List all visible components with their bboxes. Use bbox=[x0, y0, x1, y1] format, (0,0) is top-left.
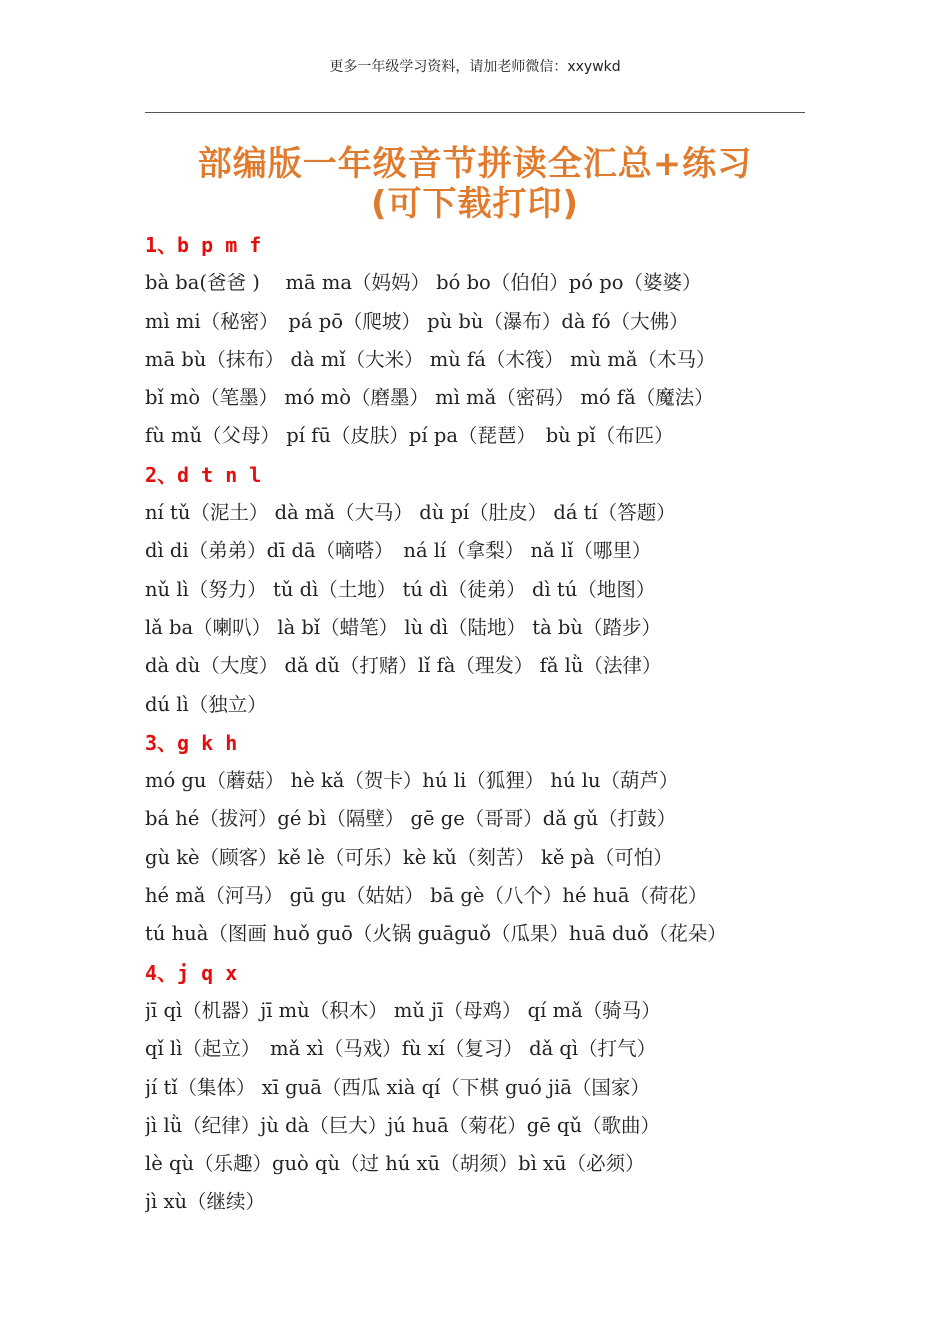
syllable-row: jī qì（机器）jī mù（积木） mǔ jī（母鸡） qí mǎ（骑马） bbox=[145, 998, 661, 1022]
syllable-row: mì mi（秘密） pá pō（爬坡） pù bù（瀑布）dà fó（大佛） bbox=[145, 309, 689, 333]
syllable-row: mó gu（蘑菇） hè kǎ（贺卡）hú li（狐狸） hú lu（葫芦） bbox=[145, 769, 679, 793]
syllable-row: bá hé（拔河）gé bì（隔壁） gē ge（哥哥）dǎ gǔ（打鼓） bbox=[145, 807, 677, 831]
header-divider bbox=[145, 112, 805, 113]
syllable-row: gù kè（顾客）kě lè（可乐）kè kǔ（刻苦） kě pà（可怕） bbox=[145, 845, 673, 869]
section-heading: 3、g k h bbox=[145, 730, 238, 755]
syllable-row: dì di（弟弟）dī dā（嘀嗒） ná lí（拿梨） nǎ lǐ（哪里） bbox=[145, 539, 652, 563]
syllable-row: bà ba(爸爸 ) mā ma（妈妈） bó bo（伯伯）pó po（婆婆） bbox=[145, 271, 702, 295]
section-heading: 4、j q x bbox=[145, 960, 238, 985]
syllable-row: dú lì（独立） bbox=[145, 692, 267, 716]
syllable-row: jì xù（继续） bbox=[145, 1190, 266, 1214]
syllable-row: bǐ mò（笔墨） mó mò（磨墨） mì mǎ（密码） mó fǎ（魔法） bbox=[145, 386, 714, 410]
syllable-row: jì lǜ（纪律）jù dà（巨大）jú huā（菊花）gē qǔ（歌曲） bbox=[145, 1113, 660, 1137]
syllable-row: lè qù（乐趣）guò qù（过 hú xū（胡须）bì xū（必须） bbox=[145, 1152, 645, 1176]
syllable-row: qǐ lì（起立） mǎ xì（马戏）fù xí（复习） dǎ qì（打气） bbox=[145, 1037, 657, 1061]
syllable-row: ní tǔ（泥土） dà mǎ（大马） dù pí（肚皮） dá tí（答题） bbox=[145, 501, 676, 525]
syllable-row: fù mǔ（父母） pí fū（皮肤）pí pa（琵琶） bù pǐ（布匹） bbox=[145, 424, 674, 448]
syllable-row: hé mǎ（河马） gū gu（姑姑） bā gè（八个）hé huā（荷花） bbox=[145, 884, 708, 908]
document-body bbox=[145, 226, 805, 1222]
syllable-row: nǔ lì（努力） tǔ dì（土地） tú dì（徒弟） dì tú（地图） bbox=[145, 577, 656, 601]
section-heading: 1、b p m f bbox=[145, 233, 262, 257]
syllable-row: dà dù（大度） dǎ dǔ（打赌）lǐ fà（理发） fǎ lǜ（法律） bbox=[145, 654, 662, 678]
syllable-row: lǎ ba（喇叭） là bǐ（蜡笔） lù dì（陆地） tà bù（踏步） bbox=[145, 615, 661, 639]
syllable-row: jí tǐ（集体） xī guā（西瓜 xià qí（下棋 guó jiā（国家） bbox=[145, 1075, 650, 1099]
section-heading: 2、d t n l bbox=[145, 462, 262, 487]
header-note: 更多一年级学习资料，请加老师微信：xxywkd bbox=[329, 59, 621, 75]
syllable-row: mā bù（抹布） dà mǐ（大米） mù fá（木筏） mù mǎ（木马） bbox=[145, 347, 716, 371]
syllable-row: tú huà（图画 huǒ guō（火锅 guāguǒ（瓜果）huā duǒ（花朵） bbox=[145, 922, 727, 946]
document-subtitle: (可下载打印) bbox=[370, 184, 580, 224]
document-title: 部编版一年级音节拼读全汇总+练习 bbox=[197, 144, 753, 184]
